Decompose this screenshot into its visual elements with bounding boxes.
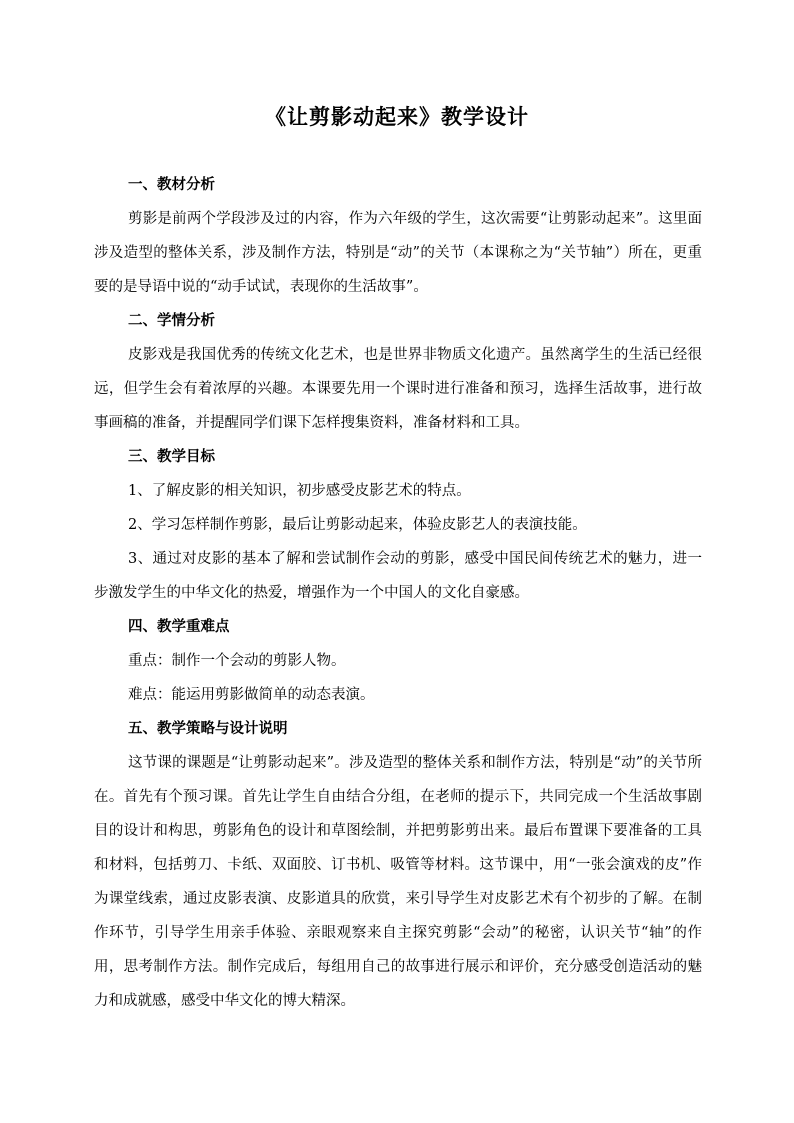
strategy-design-paragraph: 这节课的课题是“让剪影动起来”。涉及造型的整体关系和制作方法，特别是“动”的关节所在。首先有个预习课。首先让学生自由结合分组，在老师的提示下，共同完成一个生活故事剧目的设计和构思，剪影角色的设计和草图绘制，并把剪影剪出来。最后布置课下要准备的工具和材料，包括剪刀、卡纸、双面胶、订书机、吸管等材料。这节课中，用“一张会演戏的皮”作为课堂线索，通过皮影表演、皮影道具的欣赏，来引导学生对皮影艺术有个初步的了解。在制作环节，引导学生用亲手体验、亲眼观察来自主探究剪影“会动”的秘密，认识关节“轴”的作用，思考制作方法。制作完成后，每组用自己的故事进行展示和评价，充分感受创造活动的魅力和成就感，感受中华文化的博大精深。 bbox=[94, 755, 702, 1009]
section-heading-teaching-objectives: 三、教学目标 bbox=[128, 449, 215, 465]
objective-item-3: 3、通过对皮影的基本了解和尝试制作会动的剪影，感受中国民间传统艺术的魅力，进一步激发学生的中华文化的热爱，增强作为一个中国人的文化自豪感。 bbox=[94, 551, 702, 601]
objective-item-1: 1、了解皮影的相关知识，初步感受皮影艺术的特点。 bbox=[128, 483, 471, 499]
section-heading-key-difficult-points: 四、教学重难点 bbox=[128, 619, 230, 635]
section-heading-strategy-design: 五、教学策略与设计说明 bbox=[128, 721, 288, 737]
section-heading-material-analysis: 一、教材分析 bbox=[128, 177, 215, 193]
material-analysis-paragraph: 剪影是前两个学段涉及过的内容，作为六年级的学生，这次需要“让剪影动起来”。这里面涉及造型的整体关系，涉及制作方法，特别是“动”的关节（本课称之为“关节轴”）所在，更重要的是导语中说的“动手试试，表现你的生活故事”。 bbox=[94, 211, 702, 295]
key-point: 重点：制作一个会动的剪影人物。 bbox=[128, 653, 346, 669]
document-title: 《让剪影动起来》教学设计 bbox=[265, 105, 529, 129]
objective-item-2: 2、学习怎样制作剪影，最后让剪影动起来，体验皮影艺人的表演技能。 bbox=[128, 517, 587, 533]
learner-analysis-paragraph: 皮影戏是我国优秀的传统文化艺术，也是世界非物质文化遗产。虽然离学生的生活已经很远，但学生会有着浓厚的兴趣。本课要先用一个课时进行准备和预习，选择生活故事，进行故事画稿的准备，并提醒同学们课下怎样搜集资料，准备材料和工具。 bbox=[94, 347, 702, 431]
document-body bbox=[94, 168, 702, 1018]
difficult-point: 难点：能运用剪影做简单的动态表演。 bbox=[128, 687, 375, 703]
section-heading-learner-analysis: 二、学情分析 bbox=[128, 313, 215, 329]
